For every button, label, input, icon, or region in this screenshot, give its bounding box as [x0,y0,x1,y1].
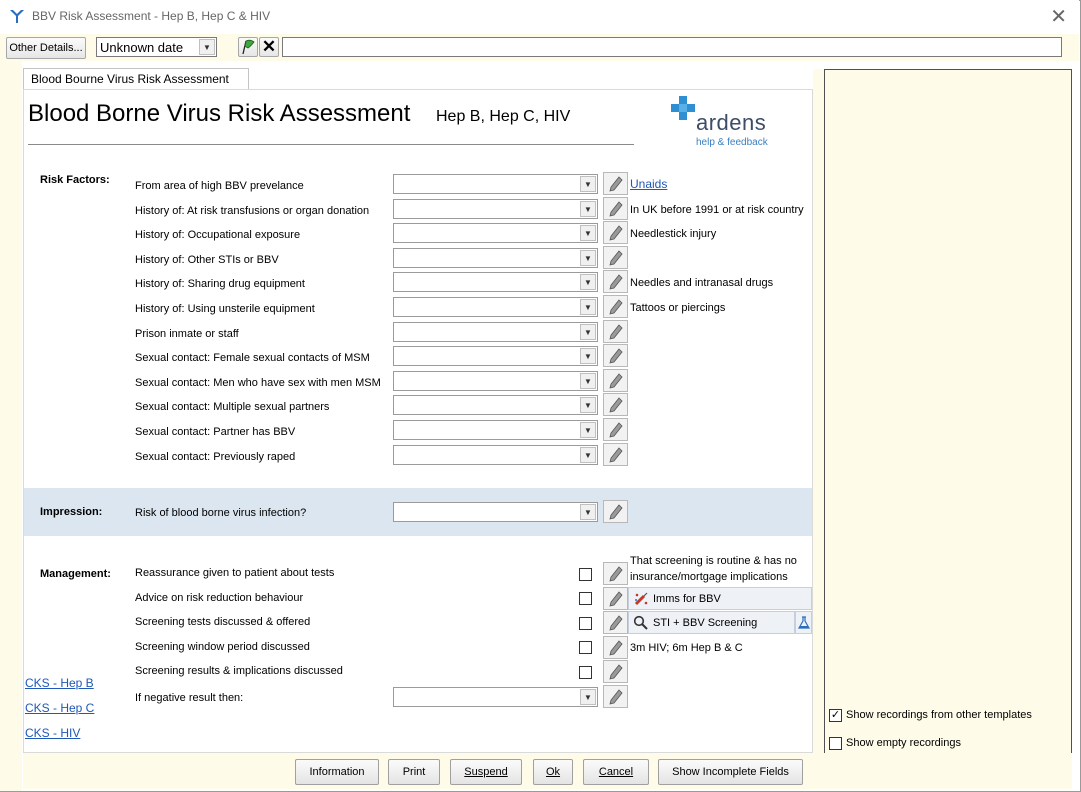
advice-checkbox[interactable] [579,592,592,605]
pencil-icon [609,664,623,680]
risk-factor-label: History of: Using unsterile equipment [135,303,315,315]
management-label-negative-result: If negative result then: [135,692,244,704]
risk-factor-edit-button[interactable] [603,418,628,441]
chevron-down-icon[interactable]: ▼ [580,348,596,364]
risk-factor-label: History of: At risk transfusions or organ donation [135,205,370,217]
management-label-reassurance: Reassurance given to patient about tests [135,567,335,579]
reassurance-checkbox[interactable] [579,568,592,581]
risk-factor-edit-button[interactable] [603,270,628,293]
risk-factor-dropdown[interactable] [393,297,598,317]
title-bar [0,0,1079,34]
chevron-down-icon[interactable]: ▼ [199,39,215,55]
title-divider [28,144,634,145]
recordings-panel [824,69,1072,755]
pencil-icon [609,176,623,192]
tests-offered-checkbox[interactable] [579,617,592,630]
risk-factor-dropdown[interactable] [393,248,598,268]
pencil-icon [609,640,623,656]
flask-icon [797,616,811,630]
risk-factor-label: From area of high BBV prevelance [135,180,304,192]
risk-factor-dropdown[interactable] [393,346,598,366]
pencil-icon [609,397,623,413]
pencil-icon [609,225,623,241]
page-subtitle: Hep B, Hep C, HIV [436,108,571,125]
chevron-down-icon[interactable]: ▼ [580,447,596,463]
window-period-note: 3m HIV; 6m Hep B & C [630,642,743,654]
pencil-icon [609,348,623,364]
risk-factor-note: Needlestick injury [630,228,717,240]
negative-result-edit-button[interactable] [603,685,628,708]
risk-factor-label: Sexual contact: Partner has BBV [135,426,296,438]
chevron-down-icon[interactable]: ▼ [580,201,596,217]
pencil-icon [609,504,623,520]
impression-edit-button[interactable] [603,500,628,523]
risk-factor-label: Sexual contact: Multiple sexual partners [135,401,330,413]
chevron-down-icon[interactable]: ▼ [580,274,596,290]
risk-factor-edit-button[interactable] [603,246,628,269]
pencil-icon [609,689,623,705]
page-title: Blood Borne Virus Risk Assessment [28,100,411,127]
show-empty-checkbox[interactable] [829,737,842,750]
flask-button[interactable] [795,611,812,634]
risk-factor-note: In UK before 1991 or at risk country [630,204,804,216]
advice-edit-button[interactable] [603,587,628,610]
panel-divider [813,69,824,755]
impression-label: Risk of blood borne virus infection? [135,507,307,519]
toolbar [0,34,1079,61]
ardens-logo-icon[interactable] [671,96,697,124]
risk-factor-dropdown[interactable] [393,420,598,440]
date-dropdown[interactable] [96,37,217,57]
risk-factor-edit-button[interactable] [603,393,628,416]
tab-bbv-risk-assessment[interactable]: Blood Bourne Virus Risk Assessment [23,68,249,90]
management-label-results: Screening results & implications discussed [135,665,343,677]
print-button[interactable]: Print [388,759,440,785]
risk-factor-dropdown[interactable] [393,371,598,391]
pencil-icon [609,615,623,631]
ok-button[interactable]: Ok [533,759,573,785]
tests-offered-edit-button[interactable] [603,611,628,634]
other-details-button[interactable]: Other Details... [6,37,86,59]
risk-factor-dropdown[interactable] [393,395,598,415]
pencil-icon [609,299,623,315]
cks-hep-c-link[interactable]: CKS - Hep C [25,701,95,715]
show-other-templates-label: Show recordings from other templates [846,709,1032,721]
risk-factor-label: History of: Sharing drug equipment [135,278,305,290]
risk-factor-edit-button[interactable] [603,295,628,318]
green-flag-icon [240,39,256,55]
date-value: Unknown date [100,40,184,55]
risk-factor-label: History of: Occupational exposure [135,229,301,241]
reassurance-note-line1: That screening is routine & has no [630,555,797,567]
pencil-icon [609,566,623,582]
chevron-down-icon[interactable]: ▼ [580,689,596,705]
risk-factor-edit-button[interactable] [603,221,628,244]
risk-factor-edit-button[interactable] [603,172,628,195]
chevron-down-icon[interactable]: ▼ [580,250,596,266]
risk-factor-dropdown[interactable] [393,445,598,465]
chevron-down-icon[interactable]: ▼ [580,373,596,389]
window-period-edit-button[interactable] [603,636,628,659]
pencil-icon [609,422,623,438]
reassurance-note-line2: insurance/mortgage implications [630,571,788,583]
risk-factor-edit-button[interactable] [603,344,628,367]
window-title: BBV Risk Assessment - Hep B, Hep C & HIV [32,9,271,23]
risk-factor-edit-button[interactable] [603,320,628,343]
chevron-down-icon[interactable]: ▼ [580,504,596,520]
risk-factor-label: Sexual contact: Female sexual contacts of MSM [135,352,370,364]
management-label-tests-offered: Screening tests discussed & offered [135,616,311,628]
chevron-down-icon[interactable]: ▼ [580,422,596,438]
risk-factor-edit-button[interactable] [603,443,628,466]
show-other-templates-checkbox[interactable]: ✓ [830,709,841,721]
impression-dropdown[interactable] [393,502,598,522]
risk-factor-dropdown[interactable] [393,223,598,243]
help-feedback-link[interactable]: help & feedback [696,137,768,148]
chevron-down-icon[interactable]: ▼ [580,324,596,340]
risk-factor-label: Sexual contact: Men who have sex with men MSM [135,377,381,389]
management-label-window-period: Screening window period discussed [135,641,310,653]
chevron-down-icon[interactable]: ▼ [580,176,596,192]
imms-for-bbv-button[interactable] [628,587,812,610]
window-period-checkbox[interactable] [579,641,592,654]
risk-factor-edit-button[interactable] [603,197,628,220]
sti-bbv-screening-label: STI + BBV Screening [653,617,758,629]
pencil-icon [609,274,623,290]
show-empty-label: Show empty recordings [846,737,961,749]
management-heading: Management: [40,568,111,580]
syringe-icon [633,591,649,607]
chevron-down-icon[interactable]: ▼ [580,225,596,241]
imms-for-bbv-label: Imms for BBV [653,593,721,605]
cks-hiv-link[interactable]: CKS - HIV [25,726,81,740]
risk-factors-heading: Risk Factors: [40,174,110,186]
free-text-input[interactable] [282,37,1062,57]
show-incomplete-fields-button[interactable]: Show Incomplete Fields [658,759,803,785]
results-checkbox[interactable] [579,666,592,679]
flag-button[interactable] [238,37,258,57]
app-icon [9,8,25,24]
risk-factor-dropdown[interactable] [393,272,598,292]
pencil-icon [609,201,623,217]
reassurance-edit-button[interactable] [603,562,628,585]
risk-factor-note: Needles and intranasal drugs [630,277,774,289]
pencil-icon [609,447,623,463]
results-edit-button[interactable] [603,660,628,683]
management-label-advice: Advice on risk reduction behaviour [135,592,304,604]
close-icon: ✕ [261,37,277,56]
risk-factor-dropdown[interactable] [393,174,598,194]
chevron-down-icon[interactable]: ▼ [580,397,596,413]
suspend-button[interactable]: Suspend [450,759,522,785]
risk-factor-dropdown[interactable] [393,322,598,342]
logo-wordmark[interactable]: ardens [696,110,767,135]
information-button[interactable]: Information [295,759,379,785]
chevron-down-icon[interactable]: ▼ [580,299,596,315]
unaids-link[interactable]: Unaids [630,177,668,191]
left-gutter [0,61,22,791]
risk-factor-note: Tattoos or piercings [630,302,726,314]
risk-factor-edit-button[interactable] [603,369,628,392]
risk-factor-label: Sexual contact: Previously raped [135,451,296,463]
impression-heading: Impression: [40,506,103,518]
risk-factor-label: History of: Other STIs or BBV [135,254,279,266]
negative-result-dropdown[interactable] [393,687,598,707]
risk-factor-label: Prison inmate or staff [135,328,239,340]
magnifier-icon [633,615,649,631]
cks-hep-b-link[interactable]: CKS - Hep B [25,676,94,690]
pencil-icon [609,373,623,389]
cancel-button[interactable]: Cancel [583,759,649,785]
clear-button[interactable] [259,37,279,57]
close-icon[interactable]: ✕ [1050,6,1067,28]
pencil-icon [609,591,623,607]
pencil-icon [609,250,623,266]
sti-bbv-screening-button[interactable] [628,611,795,634]
risk-factor-dropdown[interactable] [393,199,598,219]
pencil-icon [609,324,623,340]
